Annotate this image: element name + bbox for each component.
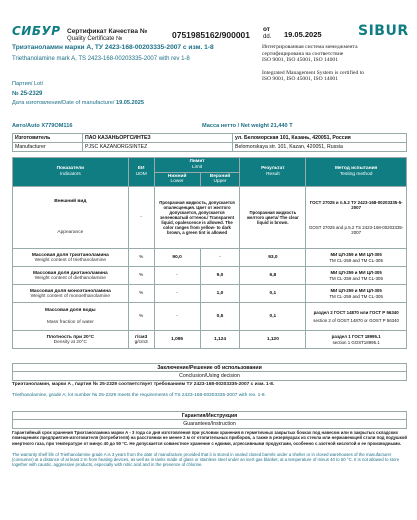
method-cell: раздел 2 ГОСТ 14870 или ГОСТ Р 56340 section 2 of GOST 14870 or GOST P 56340 [306,303,407,331]
lower-header: Нижний Lower [154,172,200,187]
table-row [13,249,407,267]
manufacture-date-label: Дата изготовления/Date of manufacture/ [12,100,115,106]
table-cell: PJSC KAZANORGSINTEZ [83,143,233,152]
indicator-cell: Массовая доля воды Mass fraction of water [13,303,129,331]
iso-line: Интегрированная система менеджмента [262,44,358,50]
upper-cell: 1,124 [200,331,240,349]
lower-cell: - [154,285,200,303]
lower-cell: - [154,303,200,331]
table-row [13,267,407,285]
method-cell: раздел 1 ГОСТ 18995.1 section 1 GOST18995.1 [306,331,407,349]
indicator-cell: Массовая доля диэтаноламина Weight content of diethanolamine [13,267,129,285]
iso-line: сертифицирована на соответствие [262,50,344,57]
table-row [13,303,407,331]
conclusion-body [12,382,407,399]
unit-cell: % [128,249,154,267]
cert-title-ru: Сертификат Качества № [67,28,148,35]
result-cell: 0,1 [240,285,306,303]
iso-line: Integrated Management System is certified to [262,69,365,76]
manufacture-date [12,100,144,106]
upper-cell: 1,0 [200,285,240,303]
unit-cell: % [128,267,154,285]
conclusion-text-ru: Триэтаноламин, марки А , партия № 25-2329 соответствует требованиям ТУ 2423-168-00203335-2007 с изм. 1-8. [12,382,275,387]
table-cell: Manufacturer [13,143,83,152]
upper-cell: 9,0 [200,267,240,285]
result-cell: 93,0 [240,249,306,267]
table-row [13,285,407,303]
table-cell: Изготовитель [13,134,83,143]
iso-certification [262,44,408,96]
table-cell: ПАО КАЗАНЬОРГСИНТЕЗ [83,134,233,143]
sibur-logo-ru: СИБУР [12,24,61,38]
lot-number: № 25-2329 [12,91,43,97]
upper-cell: 0,5 [200,303,240,331]
conclusion-title-ru: Заключение/Решение об использовании [13,364,406,372]
iso-line: ISO 9001, ISO 45001, ISO 14001 [262,76,338,83]
limit-cell: Прозрачная жидкость, допускается опалесценция. Цвет от желтого допускается, допускается зеленоватый оттенок./ Transparent liquid, opalescence is allowed. The color ranges from yellow- to dark brown, a green tint is allowed [154,187,240,249]
table-row [13,143,407,152]
conclusion-text-en: Triethanolamine, grade A, lot number № 25-2329 meets the requirements of TS 2423-168-00203335-2007 with rev. 1-8. [12,392,266,398]
unit-cell: - [128,187,154,249]
upper-cell: - [200,249,240,267]
conclusion-title-en: Conclusion/Using decision [179,373,240,379]
cert-number: 0751985162/900001 [172,30,250,40]
table-cell: Belomorskaya str. 101, Kazan, 420051, Russia [233,143,407,152]
lower-cell: 1,095 [154,331,200,349]
method-cell: МИ ЦЛ-259 и МИ ЦЛ-305 TM CL-259 and TM CL-305 [306,285,407,303]
table-row [13,331,407,349]
guarantee-text-en: The warranty shelf life of Triethanolamine grade A is 3 years from the date of manufacture provided that it is stored in sealed closed barrels under a shelter or in closed warehouses of the manufacturer (consumer) at a distance of at least 2 m from heating devices, as well as in tanks made of glass or stainless steel under an inert gas blanket, at a temperature of minus 40 to 50 °C. It is not allowed to store together with caustic, aggressive products, especially with nitric acid and in the presence of chlorine. [12,451,400,468]
result-cell: Прозрачная жидкость желтого цвета/ The clear liquid is brown. [240,187,306,249]
product-name-ru: Триэтаноламин марки А, ТУ 2423-168-00203335-2007 с изм. 1-8 [12,44,214,51]
table-cell: ул. Беломорская 101, Казань, 420051, Россия [233,134,407,143]
indicator-cell: Плотность при 20°С Density at 20°C [13,331,129,349]
unit-cell: % [128,285,154,303]
method-cell: МИ ЦЛ-259 и МИ ЦЛ-305 TM CL-259 and TM CL-305 [306,249,407,267]
table-header-row [13,158,407,173]
iso-line: ISO 9001, ISO 45001, ISO 14001 [262,57,338,64]
lower-cell: - [154,267,200,285]
upper-header: Верхний Upper [200,172,240,187]
cert-date: 19.05.2025 [284,30,322,39]
unit-cell: % [128,303,154,331]
lot-label: Партия/ Lot/ [12,81,44,87]
net-weight: Масса нетто / Net weight 21,440 Т [202,123,293,129]
result-cell: 0,1 [240,303,306,331]
lower-cell: 90,0 [154,249,200,267]
indicator-header: Показатели Indicators [13,158,129,187]
sibur-logo-en: SIBUR [358,23,409,39]
cert-title-en: Quality Certificate № [67,36,123,42]
guarantee-text-ru: Гарантийный срок хранения Триэтаноламина марки А - 3 года со дня изготовления при условии хранения в герметичных закрытых бочках под навесом или в закрытых складских помещениях предприятия-изготовителя (потребителя) на расстоянии не менее 2 м от отопительных приборов, а также в резервуарах из стекла или нержавеющей стали под подушкой инертного газа, при температуре от минус 40 до 50 °С. Не допускается совместное хранение с едкими, агрессивными продуктами, особенно с азотной кислотой и ее производными. [12,430,407,446]
guarantee-title-en: Guarantees/Instruction [183,421,236,427]
guarantee-header [12,411,407,429]
from-label-ru: от [263,26,270,33]
guarantee-body [12,430,407,468]
table-row [13,134,407,143]
method-cell: ГОСТ 27025 и п.5.2 ТУ 2423-168-00203335-5-2007 GOST 27025 and p.5.2 TS 2423-168-00203335-2007 [306,187,407,249]
vehicle-number: Авто/Auto Х779ОМ116 [12,123,73,129]
method-cell: МИ ЦЛ-259 и МИ ЦЛ-305 TM CL-259 and TM CL-305 [306,267,407,285]
product-name-en: Triethanolamine mark A, TS 2423-168-00203335-2007 with rev 1-8 [12,56,190,62]
conclusion-header [12,363,407,381]
result-cell: 1,120 [240,331,306,349]
indicator-cell: Массовая доля триэтаноламина Weight content of triethanolamine [13,249,129,267]
limit-header: Лимит Limit [154,158,240,173]
guarantee-title-ru: Гарантия/Инструкция [13,412,406,420]
manufacture-date-value: 19.05.2025 [115,100,144,106]
unit-header: ЕИ UOM [128,158,154,187]
indicator-cell: Массовая доля моноэтаноламина Weight content of monoethanolamine [13,285,129,303]
method-header: Метод испытания Testing method [306,158,407,187]
from-label-en: dd. [263,34,272,40]
result-header: Результат Result [240,158,306,187]
manufacturer-table [12,133,407,152]
result-cell: 6,8 [240,267,306,285]
test-results-table [12,157,407,349]
table-row-appearance [13,187,407,249]
indicator-cell: Внешний вид Appearance [13,187,129,249]
unit-cell: г/см3 g/cm3 [128,331,154,349]
